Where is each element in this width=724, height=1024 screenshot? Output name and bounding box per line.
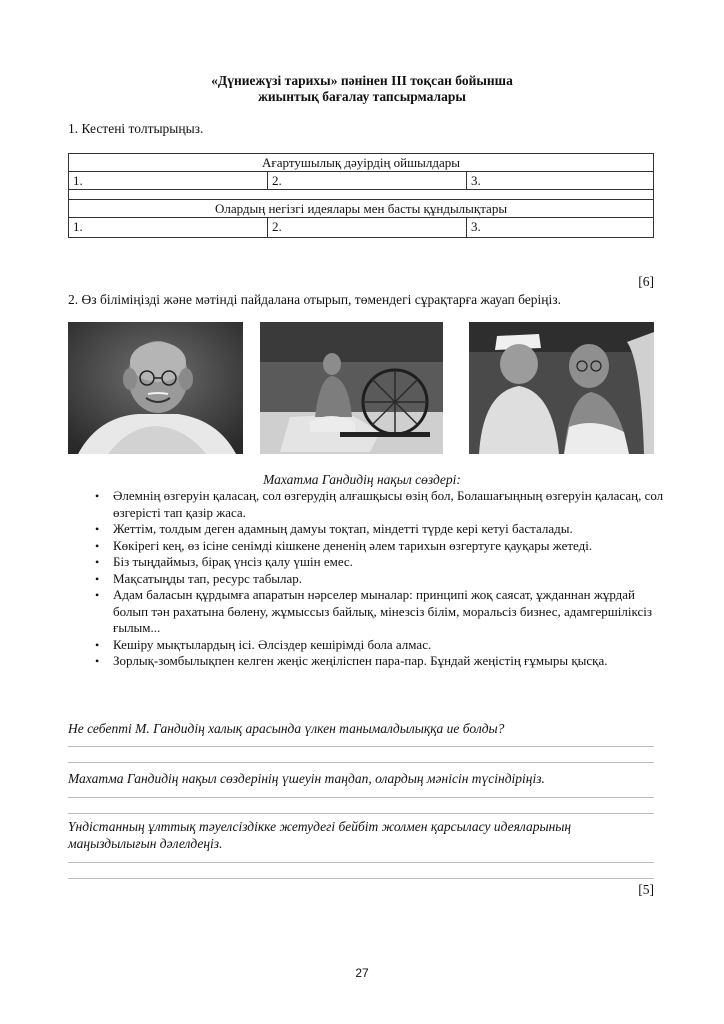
table-cell: 3. (467, 172, 654, 190)
question-3: Үндістанның ұлттық тәуелсіздікке жетудегі бейбіт жолмен қарсыласу идеяларының маңыздылығын дәлелдеңіз. (68, 819, 572, 851)
document-title-line-1: «Дүниежүзі тарихы» пәнінен III тоқсан бойынша (211, 73, 513, 88)
quote-text: Жеттім, толдым деген адамның дамуы тоқтап, міндетті түрде кері кетуі басталады. (113, 521, 573, 536)
bullet-icon: • (95, 522, 100, 536)
quote-text: Кешіру мықтылардың ісі. Әлсіздер кешірімді бола алмас. (113, 636, 432, 652)
quote-text: Адам баласын құрдымға апаратын нәрселер мыналар: принципі жоқ саясат, ұжданнан жұрдай болып тән рахатына бөлену, жұмыссыз байлық, мінезсіз білім, моральсіз бизнес, адамгершіліксіз ғылым... (113, 587, 653, 635)
quote-text: Мақсатыңды тап, ресурс табылар. (113, 570, 303, 586)
list-item (95, 554, 673, 571)
list-item (95, 587, 673, 637)
question-2: Махатма Гандидің нақыл сөздерінің үшеуін таңдап, олардың мәнісін түсіндіріңіз. (68, 771, 545, 786)
document-title-line-2: жиынтық бағалау тапсырмалары (258, 89, 466, 104)
question-1: Не себепті М. Гандидің халық арасында үлкен танымалдылыққа ие болды? (68, 721, 505, 736)
gandhi-spinning-wheel-photo (260, 322, 443, 454)
bullet-icon: • (95, 637, 100, 652)
bullet-icon: • (95, 571, 100, 586)
table-cell: 2. (268, 172, 467, 190)
bullet-icon: • (95, 538, 100, 553)
table-header-ideas: Олардың негізгі идеялары мен басты құндылықтары (69, 200, 654, 218)
answer-line[interactable] (68, 862, 654, 863)
quote-text: Зорлық-зомбылықпен келген жеңіс жеңіліспен пара-пар. Бұндай жеңістің ғұмыры қысқа. (113, 653, 608, 668)
task1-score: [6] (638, 274, 654, 289)
bullet-icon: • (95, 489, 100, 503)
answer-line[interactable] (68, 746, 654, 747)
table-cell: 1. (69, 172, 268, 190)
bullet-icon: • (95, 654, 100, 668)
answer-line[interactable] (68, 797, 654, 798)
answer-line[interactable] (68, 813, 654, 814)
quotes-list (95, 488, 673, 670)
answer-line[interactable] (68, 762, 654, 763)
list-item (95, 537, 673, 555)
list-item (95, 636, 673, 654)
nehru-gandhi-photo (469, 322, 654, 454)
list-item (95, 521, 673, 538)
quote-text: Көкірегі кең, өз ісіне сенімді кішкене дененің әлем тарихын өзгертуге қауқары жетеді. (113, 537, 593, 553)
bullet-icon: • (95, 555, 100, 569)
quote-text: Әлемнің өзгеруін қаласаң, сол өзгерудің алғашқысы өзің бол, Болашағыңның өзгеруін қаласаң, сол өзгерісті тап қазір жаса. (113, 488, 664, 520)
list-item (95, 570, 673, 588)
bullet-icon: • (95, 588, 100, 602)
table-cell: 3. (467, 218, 654, 238)
thinkers-table (68, 153, 654, 238)
page-number: 27 (355, 966, 369, 980)
list-item (95, 653, 673, 670)
quotes-heading: Махатма Гандидің нақыл сөздері: (263, 472, 461, 487)
gandhi-portrait-photo (68, 322, 243, 454)
task2-prompt: 2. Өз біліміңізді және мәтінді пайдалана отырып, төмендегі сұрақтарға жауап беріңіз. (68, 292, 561, 307)
table-cell: 2. (268, 218, 467, 238)
quote-text: Біз тыңдаймыз, бірақ үнсіз қалу үшін емес. (113, 554, 353, 569)
task1-prompt: 1. Кестені толтырыңыз. (68, 121, 204, 136)
table-spacer-row (69, 190, 654, 200)
list-item (95, 488, 673, 521)
table-header-thinkers: Ағартушылық дәуірдің ойшылдары (69, 154, 654, 172)
task2-score: [5] (638, 882, 654, 897)
answer-line[interactable] (68, 878, 654, 879)
table-cell: 1. (69, 218, 268, 238)
